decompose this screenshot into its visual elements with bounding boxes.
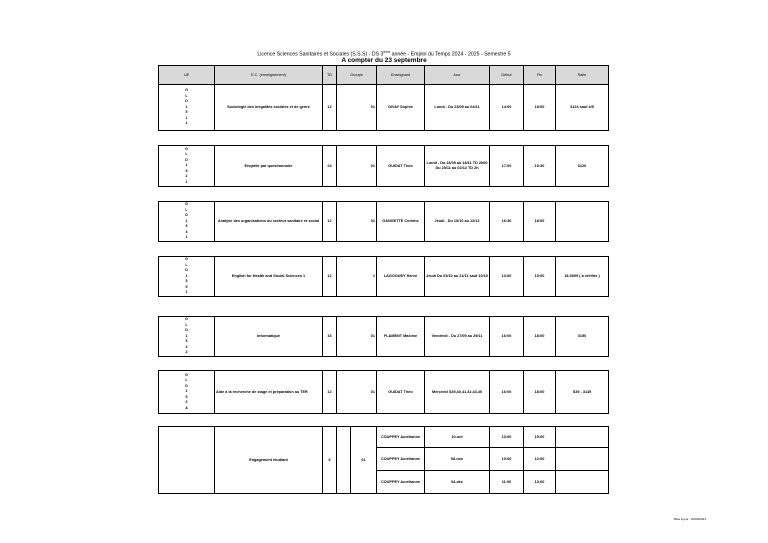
end-time: 18:00 (524, 371, 556, 414)
header-debut: Début (490, 66, 524, 85)
ue-code-empty (159, 427, 215, 494)
room: 3120 (556, 146, 609, 187)
start-time: 13:00 (490, 427, 524, 448)
day: Jeudi - Du 10/10 au 12/12 (425, 202, 490, 242)
header-ue: UE (159, 66, 215, 85)
group: 01 (337, 317, 377, 357)
ec-name: Informatique (215, 317, 323, 357)
start-time: 16:00 (490, 371, 524, 414)
end-time: 15:00 (524, 427, 556, 448)
teacher: COUPPEY Aurélianne (377, 448, 425, 471)
day: Vendredi - Du 27/09 au 29/11 (425, 317, 490, 357)
end-time: 18:00 (524, 202, 556, 242)
ue-code: G L D 1 5 4 1 (159, 202, 215, 242)
document-subtitle: A compter du 23 septembre (341, 57, 427, 64)
header-ec: E.C. (enseignement) (215, 66, 323, 85)
day: Jeudi Du 03/10 au 21/11 sauf 10/10 (425, 257, 490, 297)
start-time: 14:00 (490, 85, 524, 131)
ue-code: G L D 1 5 5 1 (159, 257, 215, 297)
teacher: GUIDAT Théo (377, 146, 425, 187)
start-time: 10:00 (490, 448, 524, 471)
room (556, 202, 609, 242)
ec-name: Analyse des organisations du secteur sanitaire et social (215, 202, 323, 242)
group: 01 (351, 427, 377, 494)
end-time: 12:00 (524, 448, 556, 471)
day: Lundi - Du 23/09 au 04/11 (425, 85, 490, 131)
ec-name: Sociologie des inégalités sociales et de genre (215, 85, 323, 131)
course-block (158, 145, 609, 187)
course-block (158, 316, 609, 357)
document-title: Licence Sciences Sanitaires et Sociales (S.S.S) - DS 3ème année - Emploi du Temps 2024 - 2025 - Semestre 5 (257, 50, 511, 58)
course-block (158, 84, 609, 131)
header-groupe: Groupe (337, 66, 377, 85)
start-time: 11:00 (490, 471, 524, 494)
day: 10-oct (425, 427, 490, 448)
teacher: GUIDAT Théo (377, 371, 425, 414)
teacher: COUPPEY Aurélianne (377, 471, 425, 494)
start-time: 16:00 (490, 317, 524, 357)
header-fin: Fin (524, 66, 556, 85)
td-hours: 16 (323, 317, 337, 357)
td-hours: 6 (323, 427, 337, 494)
ec-name: Enquête par questionnaire (215, 146, 323, 187)
room: S39 - 3145 (556, 371, 609, 414)
header-table (158, 65, 609, 85)
end-time: 15:00 (524, 257, 556, 297)
group: 01 (337, 202, 377, 242)
td-hours: 12 (323, 257, 337, 297)
day: Lundi - Du 23/09 au 18/11 TD 2h00 Du 25/11 au 02/12 TD 2h (425, 146, 490, 187)
course-block (158, 256, 609, 297)
room (556, 448, 609, 471)
day: 04-déc (425, 471, 490, 494)
room (556, 471, 609, 494)
ec-name: Aide à la recherche de stage et préparation au TER (215, 371, 323, 414)
teacher: DIVAY Sophie (377, 85, 425, 131)
td-hours: 12 (323, 202, 337, 242)
ue-code: G L D 1 5 3 2 (159, 317, 215, 357)
header-td: TD (323, 66, 337, 85)
ue-code: G L D 1 5 1 1 (159, 85, 215, 131)
end-time: 19:30 (524, 146, 556, 187)
header-jour: Jour (425, 66, 490, 85)
td-hours: 24 (323, 146, 337, 187)
start-time: 16:30 (490, 202, 524, 242)
room (556, 427, 609, 448)
end-time: 18:00 (524, 85, 556, 131)
end-time: 13:00 (524, 471, 556, 494)
group-spacer (337, 427, 351, 494)
start-time: 17:00 (490, 146, 524, 187)
end-time: 18:00 (524, 317, 556, 357)
ec-name: Engagement étudiant (215, 427, 323, 494)
group: 01 (337, 85, 377, 131)
course-block (158, 201, 609, 242)
update-date: Mise à jour : 20/09/2024 (673, 517, 706, 521)
group: 1 (337, 257, 377, 297)
teacher: FLAMENT Maxime (377, 317, 425, 357)
ue-code: G L D 1 5 2 1 (159, 146, 215, 187)
start-time: 13:00 (490, 257, 524, 297)
course-block (158, 370, 609, 414)
teacher: LAGOGUEY Hervé (377, 257, 425, 297)
ec-name: English for Health and Social Sciences 1 (215, 257, 323, 297)
teacher: GANGETTE Corinne (377, 202, 425, 242)
group: 01 (337, 146, 377, 187)
day: 08-nov (425, 448, 490, 471)
group: 01 (337, 371, 377, 414)
room: 3124 sauf 4/5 (556, 85, 609, 131)
header-enseignant: Enseignant (377, 66, 425, 85)
day: Mercredi S39,40,41,42,43,45 (425, 371, 490, 414)
room: 18-0009 ( à vérifier ) (556, 257, 609, 297)
teacher: COUPPEY Aurélianne (377, 427, 425, 448)
header-salle: Salle (556, 66, 609, 85)
td-hours: 12 (323, 85, 337, 131)
engagement-block (158, 426, 609, 494)
ue-code: G L D 1 5 3 A (159, 371, 215, 414)
room: 3150 (556, 317, 609, 357)
td-hours: 12 (323, 371, 337, 414)
